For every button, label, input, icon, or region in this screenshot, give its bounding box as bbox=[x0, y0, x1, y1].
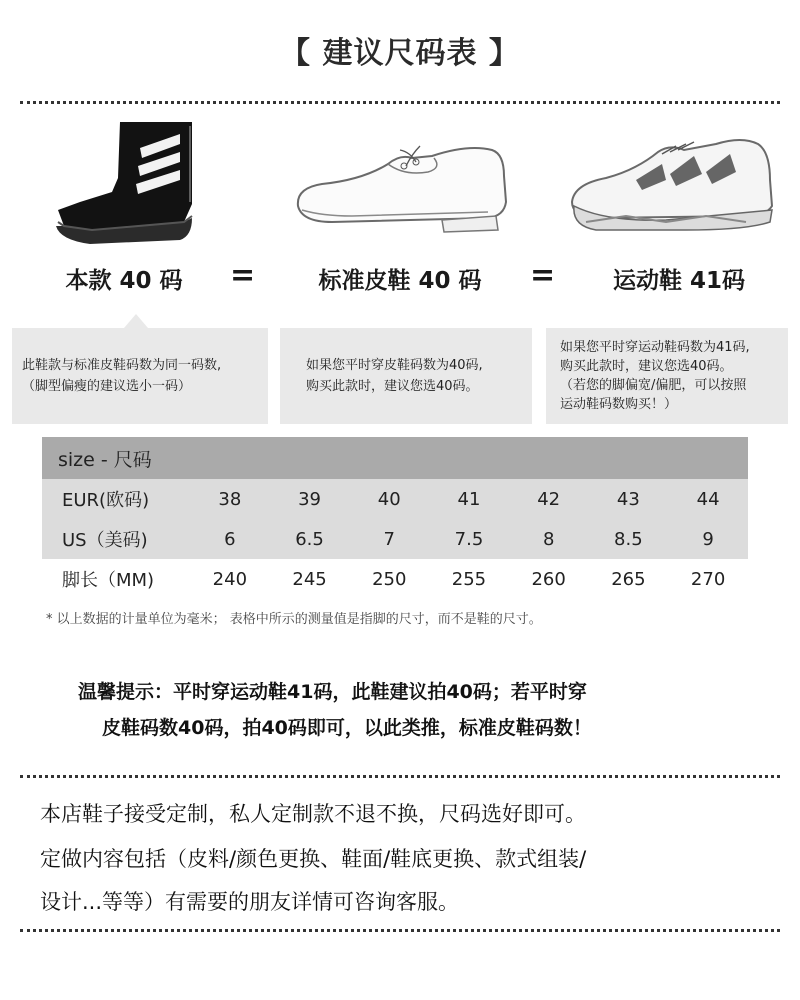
table-cell: 8.5 bbox=[589, 519, 669, 559]
note-pointer bbox=[124, 314, 148, 328]
table-cell: 6 bbox=[190, 519, 270, 559]
size-table bbox=[42, 437, 748, 599]
note-box-this-model bbox=[12, 328, 268, 424]
note-box-leather bbox=[280, 328, 532, 424]
table-cell: 245 bbox=[292, 568, 327, 590]
custom-order-line-1: 本店鞋子接受定制，私人定制款不退不换，尺码选好即可。 bbox=[40, 802, 586, 826]
note-line: 此鞋款与标准皮鞋码数为同一码数, bbox=[22, 358, 222, 373]
table-cell: 265 bbox=[611, 568, 646, 590]
tip-line-2: 皮鞋码数40码，拍40码即可，以此类推，标准皮鞋码数！ bbox=[102, 717, 592, 739]
ankle-boot-icon bbox=[50, 118, 200, 253]
table-cell: 40 bbox=[349, 479, 429, 519]
table-cell: 42 bbox=[509, 479, 589, 519]
page-title: 【 建议尺码表 】 bbox=[280, 36, 520, 71]
dotted-divider-middle bbox=[20, 775, 780, 778]
table-cell: 7.5 bbox=[429, 519, 509, 559]
note-line: （若您的脚偏宽/偏肥，可以按照 bbox=[560, 378, 747, 393]
table-row bbox=[42, 479, 748, 519]
equals-sign-2: = bbox=[530, 258, 556, 293]
note-line: 运动鞋码数购买！） bbox=[560, 397, 678, 412]
table-cell: 8 bbox=[509, 519, 589, 559]
row-label: EUR(欧码) bbox=[42, 479, 190, 519]
size-table-header: size - 尺码 bbox=[42, 437, 748, 479]
note-line: 如果您平时穿运动鞋码数为41码, bbox=[560, 340, 750, 355]
dotted-divider-top bbox=[20, 101, 780, 104]
row-label: 脚长（MM) bbox=[62, 570, 155, 591]
note-line: 购买此款时，建议您选40码。 bbox=[560, 359, 733, 374]
table-cell: 7 bbox=[349, 519, 429, 559]
table-footnote: * 以上数据的计量单位为毫米； 表格中所示的测量值是指脚的尺寸，而不是鞋的尺寸。 bbox=[46, 612, 542, 627]
table-cell: 250 bbox=[372, 568, 407, 590]
note-box-sneaker bbox=[546, 328, 788, 424]
table-row bbox=[42, 519, 748, 559]
equals-sign-1: = bbox=[230, 258, 256, 293]
leather-shoe-icon bbox=[292, 136, 512, 236]
table-cell: 44 bbox=[668, 479, 748, 519]
table-cell: 255 bbox=[451, 568, 487, 590]
table-cell: 240 bbox=[212, 568, 248, 590]
custom-order-line-2: 定做内容包括（皮料/颜色更换、鞋面/鞋底更换、款式组装/ bbox=[40, 847, 587, 871]
table-cell: 260 bbox=[531, 568, 566, 590]
shoe-label-this-model: 本款 40 码 bbox=[65, 268, 183, 294]
table-cell: 41 bbox=[429, 479, 509, 519]
note-line: 如果您平时穿皮鞋码数为40码, bbox=[306, 358, 483, 373]
note-line: （脚型偏瘦的建议选小一码） bbox=[22, 379, 192, 394]
table-cell: 6.5 bbox=[270, 519, 350, 559]
table-row bbox=[42, 559, 748, 599]
custom-order-line-3: 设计...等等）有需要的朋友详情可咨询客服。 bbox=[40, 890, 460, 914]
table-cell: 270 bbox=[690, 568, 726, 590]
table-cell: 9 bbox=[668, 519, 748, 559]
note-line: 购买此款时，建议您选40码。 bbox=[306, 379, 479, 394]
shoe-label-sneaker: 运动鞋 41码 bbox=[612, 268, 745, 294]
table-cell: 43 bbox=[589, 479, 669, 519]
shoe-label-leather: 标准皮鞋 40 码 bbox=[318, 268, 482, 294]
table-cell: 39 bbox=[270, 479, 350, 519]
dotted-divider-bottom bbox=[20, 929, 780, 932]
table-cell: 38 bbox=[190, 479, 270, 519]
row-label: US（美码) bbox=[42, 519, 190, 559]
tip-line-1: 温馨提示：平时穿运动鞋41码，此鞋建议拍40码；若平时穿 bbox=[78, 681, 587, 703]
sneaker-icon bbox=[566, 130, 778, 236]
